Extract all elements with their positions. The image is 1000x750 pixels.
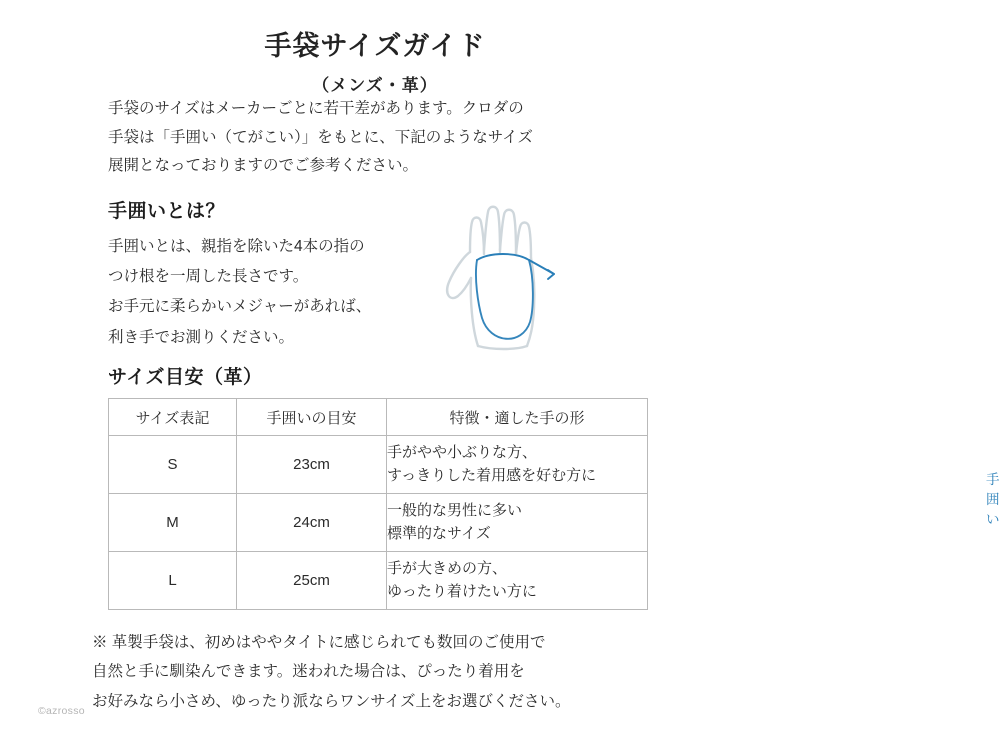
col-header-measurement: 手囲いの目安 (237, 399, 387, 436)
cell-size: S (109, 436, 237, 494)
section1-line-2: つけ根を一周した長さです。 (108, 268, 309, 286)
page-subtitle: （メンズ・革） (312, 76, 438, 95)
cell-feature-line-2: 標準的なサイズ (387, 524, 491, 542)
table-row (109, 552, 648, 610)
table-header (109, 399, 648, 436)
footnote-line-2: 自然と手に馴染んできます。迷われた場合は、ぴったり着用を (92, 663, 525, 681)
intro-line-1: 手袋のサイズはメーカーごとに若干差があります。クロダの (108, 100, 524, 117)
cell-feature-line-2: すっきりした着用感を好む方に (387, 466, 597, 484)
page-title: 手袋サイズガイド (264, 31, 486, 61)
col-header-feature: 特徴・適した手の形 (387, 399, 648, 436)
table-header-row (109, 399, 648, 436)
cell-size: M (109, 494, 237, 552)
section1-line-3: お手元に柔らかいメジャーがあれば、 (108, 298, 372, 316)
section-heading-size-guide: サイズ目安（革） (108, 367, 263, 388)
cell-measurement: 25cm (237, 552, 387, 610)
cell-feature (387, 494, 648, 552)
intro-paragraph (108, 95, 648, 181)
title-block (0, 0, 750, 96)
section-body-tegakoi (108, 232, 468, 353)
col-header-size: サイズ表記 (109, 399, 237, 436)
section-heading-tegakoi: 手囲いとは？ (108, 201, 226, 222)
table-body (109, 436, 648, 610)
cell-feature (387, 552, 648, 610)
intro-line-3: 展開となっておりますのでご参考ください。 (108, 157, 419, 175)
cell-feature-line-1: 手がやや小ぶりな方、 (387, 444, 538, 461)
footnote-line-1: ※ 革製手袋は、初めはややタイトに感じられても数回のご使用で (92, 634, 546, 651)
table-row (109, 436, 648, 494)
credit-watermark: ©azrosso (38, 705, 85, 717)
cell-size: L (109, 552, 237, 610)
intro-line-2: 手袋は「手囲い（てがこい）」をもとに、下記のようなサイズ (108, 128, 534, 146)
section1-line-1: 手囲いとは、親指を除いた4本の指の (108, 238, 365, 255)
footnote-line-3: お好みなら小さめ、ゆったり派ならワンサイズ上をお選びください。 (92, 692, 571, 710)
footnote (92, 628, 672, 716)
table-row (109, 494, 648, 552)
cell-measurement: 24cm (237, 494, 387, 552)
tegakoi-callout-label: 手囲い (986, 472, 1000, 527)
cell-feature-line-2: ゆったり着けたい方に (387, 582, 537, 600)
cell-measurement: 23cm (237, 436, 387, 494)
cell-feature-line-1: 一般的な男性に多い (387, 502, 523, 519)
cell-feature (387, 436, 648, 494)
hand-outline-icon (430, 178, 630, 368)
cell-feature-line-1: 手が大きめの方、 (387, 560, 508, 577)
size-table (108, 398, 648, 610)
section1-line-4: 利き手でお測りください。 (108, 328, 295, 346)
